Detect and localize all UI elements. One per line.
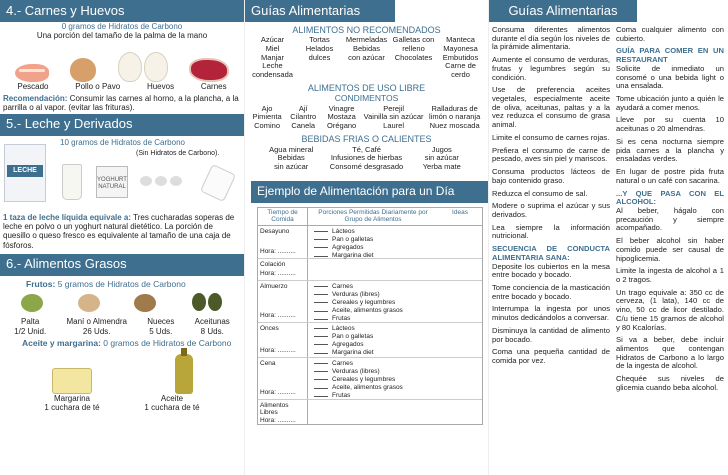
cheese-icon bbox=[200, 164, 236, 202]
carnes-labels bbox=[0, 82, 244, 91]
aceite-sub: 0 gramos de Hidratos de Carbono bbox=[103, 337, 232, 348]
table-row: Onces Hora: .......... Lácteos Pan o galletas Agregados Margarina diet bbox=[258, 323, 482, 358]
libre-col: Ralladuras de limón o naranja Nuez moscada bbox=[428, 103, 481, 130]
header-text: 5.- Leche y Derivados bbox=[6, 116, 133, 132]
milk-carton-icon bbox=[4, 144, 46, 202]
aceite-label: Aceite y margarina: bbox=[22, 337, 101, 348]
almond-icon bbox=[78, 294, 100, 312]
rec-label: Recomendación: bbox=[3, 93, 68, 103]
guia-item: Chequée sus niveles de glicemia cuando beba alcohol. bbox=[616, 374, 724, 392]
note-label: 1 taza de leche líquida equivale a: bbox=[3, 212, 132, 222]
item-qty: 5 Uds. bbox=[149, 326, 173, 336]
item-name: Maní o Almendra bbox=[66, 317, 127, 327]
guias-right-text bbox=[616, 26, 724, 397]
item-qty: 26 Uds. bbox=[82, 326, 111, 336]
item-qty: 1 cuchara de té bbox=[44, 402, 100, 412]
guia-item: Consuma productos lácteos de bajo contenido graso. bbox=[492, 167, 610, 185]
header-text: Ejemplo de Alimentación para un Día bbox=[257, 183, 455, 198]
carnes-images bbox=[0, 40, 244, 82]
col-tiempo: Tiempo de Comida bbox=[258, 208, 308, 225]
secuencia-title: SECUENCIA DE CONDUCTA ALIMENTARIA SANA: bbox=[492, 244, 610, 262]
meal-hora: Hora: .......... bbox=[260, 347, 296, 355]
note-text: Tres cucharadas soperas de leche en polvo o un yoghurt natural dietético. La porción de quesillo o queso fresco es equivalente al tamaño de una caja de fósforos. bbox=[3, 212, 235, 250]
meal-hora: Hora: .......... bbox=[260, 270, 296, 278]
guia-item: Un trago equivale a: 350 cc de cerveza, (1 lata), 140 cc de vino, 50 cc de licor destilado. C/u tiene 15 gramos de alcohol y 80 Kcalorías. bbox=[616, 287, 724, 332]
frutos-item bbox=[195, 317, 230, 335]
guia-item: En lugar de postre pida fruta natural o un café con sacarina. bbox=[616, 167, 724, 185]
leche-images bbox=[0, 136, 244, 211]
libre-col: Vinagre Mostaza Orégano bbox=[327, 103, 357, 130]
guia-item: Aumente el consumo de verduras, frutas y legumbres según su condición. bbox=[492, 55, 610, 82]
guia-item: Coma cualquier alimento con cubierto. bbox=[616, 25, 724, 43]
walnut-icon bbox=[134, 294, 156, 312]
meal-name: Almuerzo bbox=[260, 282, 288, 290]
no-rec-col: Manteca Mayonesa Embutidos Carne de cerdo bbox=[442, 35, 479, 79]
guias-text bbox=[489, 22, 728, 397]
frutos-item bbox=[14, 317, 46, 335]
leche-subtitle: 10 gramos de Hidratos de Carbono bbox=[60, 137, 185, 147]
oil-item bbox=[44, 394, 99, 412]
ejemplo-table bbox=[257, 207, 483, 425]
col-porciones: Porciones Permitidas Diariamente por Grupo de Alimentos bbox=[318, 208, 428, 224]
guia-item: Si es cena nocturna siempre pida carnes a la plancha y ensaladas verdes. bbox=[616, 136, 724, 164]
yoghurt-icon bbox=[96, 166, 128, 198]
no-rec-title: ALIMENTOS NO RECOMENDADOS bbox=[292, 25, 441, 35]
item-name: Nueces bbox=[147, 317, 175, 327]
meal-hora: Hora: .......... bbox=[260, 389, 296, 397]
header-text: Guías Alimentarias bbox=[251, 2, 361, 18]
restaurante-title: GUÍA PARA COMER EN UN RESTAURANT bbox=[616, 46, 724, 65]
libre-col: Ají Cilantro Canela bbox=[290, 103, 317, 130]
avocado-icon bbox=[21, 294, 43, 312]
frutos-line bbox=[0, 276, 244, 290]
label-pescado: Pescado bbox=[17, 82, 49, 92]
libre-subtitle: CONDIMENTOS bbox=[334, 92, 399, 103]
aceite-line bbox=[0, 336, 244, 348]
oil-bottle-icon bbox=[175, 354, 193, 394]
item-qty: 1 cuchara de té bbox=[144, 402, 200, 412]
section-header-leche bbox=[0, 114, 244, 136]
column-left bbox=[0, 0, 244, 475]
guia-item: Deposite los cubiertos en la mesa entre bocado y bocado. bbox=[492, 261, 610, 280]
bebidas-title: BEBIDAS FRIAS O CALIENTES bbox=[301, 134, 432, 145]
bebidas-table bbox=[245, 145, 488, 173]
header-text: 6.- Alimentos Grasos bbox=[6, 256, 127, 272]
label-huevos: Huevos bbox=[146, 82, 175, 92]
libre-table bbox=[245, 104, 488, 132]
frutos-labels bbox=[0, 317, 244, 335]
bebidas-col: Té, Café Infusiones de hierbas Consomé desgrasado bbox=[329, 144, 404, 172]
section-header-carnes bbox=[0, 0, 244, 22]
olives-icon bbox=[191, 293, 223, 313]
item-name: Aceitunas bbox=[194, 317, 230, 327]
item-qty: 1/2 Unid. bbox=[14, 326, 47, 336]
item-name: Margarina bbox=[53, 393, 90, 403]
column-middle bbox=[244, 0, 488, 475]
section-header-grasos bbox=[0, 254, 244, 276]
milk-glass-icon bbox=[62, 164, 82, 200]
table-row: Desayuno Hora: .......... Lácteos Pan o galletas Agregados Margarina diet bbox=[258, 226, 482, 259]
guia-item: Disminuya la cantidad de alimento por bocado. bbox=[492, 325, 610, 344]
header-text: 4.- Carnes y Huevos bbox=[6, 2, 125, 18]
header-text: Guías Alimentarias bbox=[508, 2, 618, 18]
frutos-label: Frutos: bbox=[26, 278, 56, 289]
guia-item: Use de preferencia aceites vegetales, especialmente aceite de oliva, aceitunas, paltas y a la vez reduzca el consumo de grasa animal. bbox=[492, 85, 610, 130]
carnes-subtitle: 0 gramos de Hidratos de Carbono bbox=[61, 22, 183, 31]
column-right bbox=[488, 0, 728, 475]
col-ideas: Ideas bbox=[452, 208, 468, 216]
rec-text: Consumir las carnes al horno, a la plancha, a la parrilla o al vapor. (evitar las frituras). bbox=[3, 93, 239, 112]
frutos-item bbox=[147, 317, 174, 335]
libre-col: Ajo Pimienta Comino bbox=[252, 103, 282, 130]
no-rec-col: Mermeladas Bebidas con azúcar bbox=[345, 35, 388, 62]
bebidas-col: Jugos sin azúcar Yerba mate bbox=[422, 144, 461, 172]
ejemplo-table-head bbox=[258, 208, 482, 226]
eggs-icon bbox=[118, 52, 168, 82]
oils-labels bbox=[0, 394, 244, 412]
guia-item: Tome conciencia de la masticación entre bocado y bocado. bbox=[492, 282, 610, 301]
label-carnes: Carnes bbox=[200, 82, 227, 92]
guia-item: Reduzca el consumo de sal. bbox=[492, 188, 588, 198]
meal-name: Onces bbox=[260, 324, 279, 332]
meal-hora: Hora: .......... bbox=[260, 312, 296, 320]
alcohol-title: ...Y QUE PASA CON EL ALCOHOL: bbox=[616, 188, 724, 207]
guia-item: Interrumpa la ingesta por unos minutos dedicándolos a conversar. bbox=[492, 304, 610, 323]
table-row: Cena Hora: .......... Carnes Verduras (libres) Cereales y legumbres Aceite, alimentos grasos Frutas bbox=[258, 358, 482, 400]
frutos-item bbox=[66, 317, 126, 335]
guias-left-text bbox=[492, 26, 610, 397]
guia-item: Solicite de inmediato un consomé o una bebida light o una ensalada. bbox=[616, 63, 724, 91]
chicken-icon bbox=[70, 58, 96, 82]
guia-item: El beber alcohol sin haber comido puede ser causal de hipoglicemia. bbox=[616, 236, 724, 263]
guia-item: Modere o suprima el azúcar y sus derivados. bbox=[492, 201, 610, 219]
guia-item: Coma una pequeña cantidad de comida por vez. bbox=[492, 347, 610, 365]
oil-item bbox=[144, 394, 199, 412]
section-header-guias bbox=[245, 0, 395, 22]
meal-hora: Hora: .......... bbox=[260, 416, 296, 424]
no-rec-col: Azúcar Miel Manjar Leche condensada bbox=[252, 35, 293, 79]
section-header-ejemplo bbox=[251, 181, 488, 203]
margarine-icon bbox=[52, 368, 92, 394]
carnes-portion: Una porción del tamaño de la palma de la mano bbox=[36, 31, 208, 41]
guia-item: Limite el consumo de carnes rojas. bbox=[492, 132, 610, 142]
meal-name: Colación bbox=[260, 260, 286, 268]
meal-hora: Hora: .......... bbox=[260, 248, 296, 256]
frutos-images bbox=[0, 289, 244, 317]
table-row bbox=[258, 259, 482, 281]
yoghurt-label: YOGHURT NATURAL bbox=[97, 176, 127, 190]
item-qty: 8 Uds. bbox=[200, 326, 224, 336]
guia-item: Lea siempre la información nutricional. bbox=[492, 222, 610, 241]
label-pollo: Pollo o Pavo bbox=[75, 82, 121, 92]
guia-item: Lleve por su cuenta 10 aceitunas o 20 almendras. bbox=[616, 115, 724, 134]
meal-name: Alimentos Libres bbox=[260, 401, 289, 417]
no-rec-col: Tortas Helados dulces bbox=[305, 35, 334, 62]
leche-note bbox=[0, 211, 244, 252]
frutos-sub: 5 gramos de Hidratos de Carbono bbox=[57, 278, 186, 289]
guia-item: Prefiera el consumo de carne de pescado, aves sin piel y mariscos. bbox=[492, 145, 610, 164]
guia-item: Al beber, hágalo con precaución y siempre acompañado. bbox=[616, 205, 724, 233]
spoons-icon bbox=[140, 176, 200, 196]
guia-item: Si va a beber, debe incluir alimentos que contengan Hidratos de Carbono a lo largo de la ingesta de alcohol. bbox=[616, 335, 724, 371]
section-header-guias-right bbox=[489, 0, 637, 22]
milk-carton-label: LECHE bbox=[7, 165, 43, 177]
table-row bbox=[258, 400, 482, 424]
meal-name: Desayuno bbox=[260, 227, 290, 235]
guia-item: Limite la ingesta de alcohol a 1 o 2 tragos. bbox=[616, 266, 724, 284]
table-row: Almuerzo Hora: .......... Carnes Verduras (libres) Cereales y legumbres Aceite, alimentos grasos Frutas bbox=[258, 281, 482, 323]
meal-name: Cena bbox=[260, 359, 276, 367]
no-rec-table bbox=[245, 35, 488, 80]
fish-icon bbox=[15, 64, 49, 82]
no-rec-col: Galletas con relleno Chocolates bbox=[392, 35, 435, 62]
aceite-images bbox=[0, 348, 244, 394]
bebidas-col: Agua mineral Bebidas sin azúcar bbox=[269, 144, 314, 172]
libre-title: ALIMENTOS DE USO LIBRE bbox=[307, 83, 426, 94]
guia-item: Consuma diferentes alimentos durante el día según los niveles de la pirámide alimentaria. bbox=[492, 25, 610, 52]
item-name: Aceite bbox=[160, 393, 184, 403]
carnes-recommendation bbox=[0, 92, 244, 114]
libre-col: Perejil Vainilla sin azúcar Laurel bbox=[363, 103, 424, 130]
guia-item: Tome ubicación junto a quién le ayudará a comer menos. bbox=[616, 94, 724, 112]
leche-subtitle-2: (Sin Hidratos de Carbono). bbox=[136, 149, 220, 157]
item-name: Palta bbox=[21, 317, 40, 327]
steak-icon bbox=[189, 58, 229, 82]
